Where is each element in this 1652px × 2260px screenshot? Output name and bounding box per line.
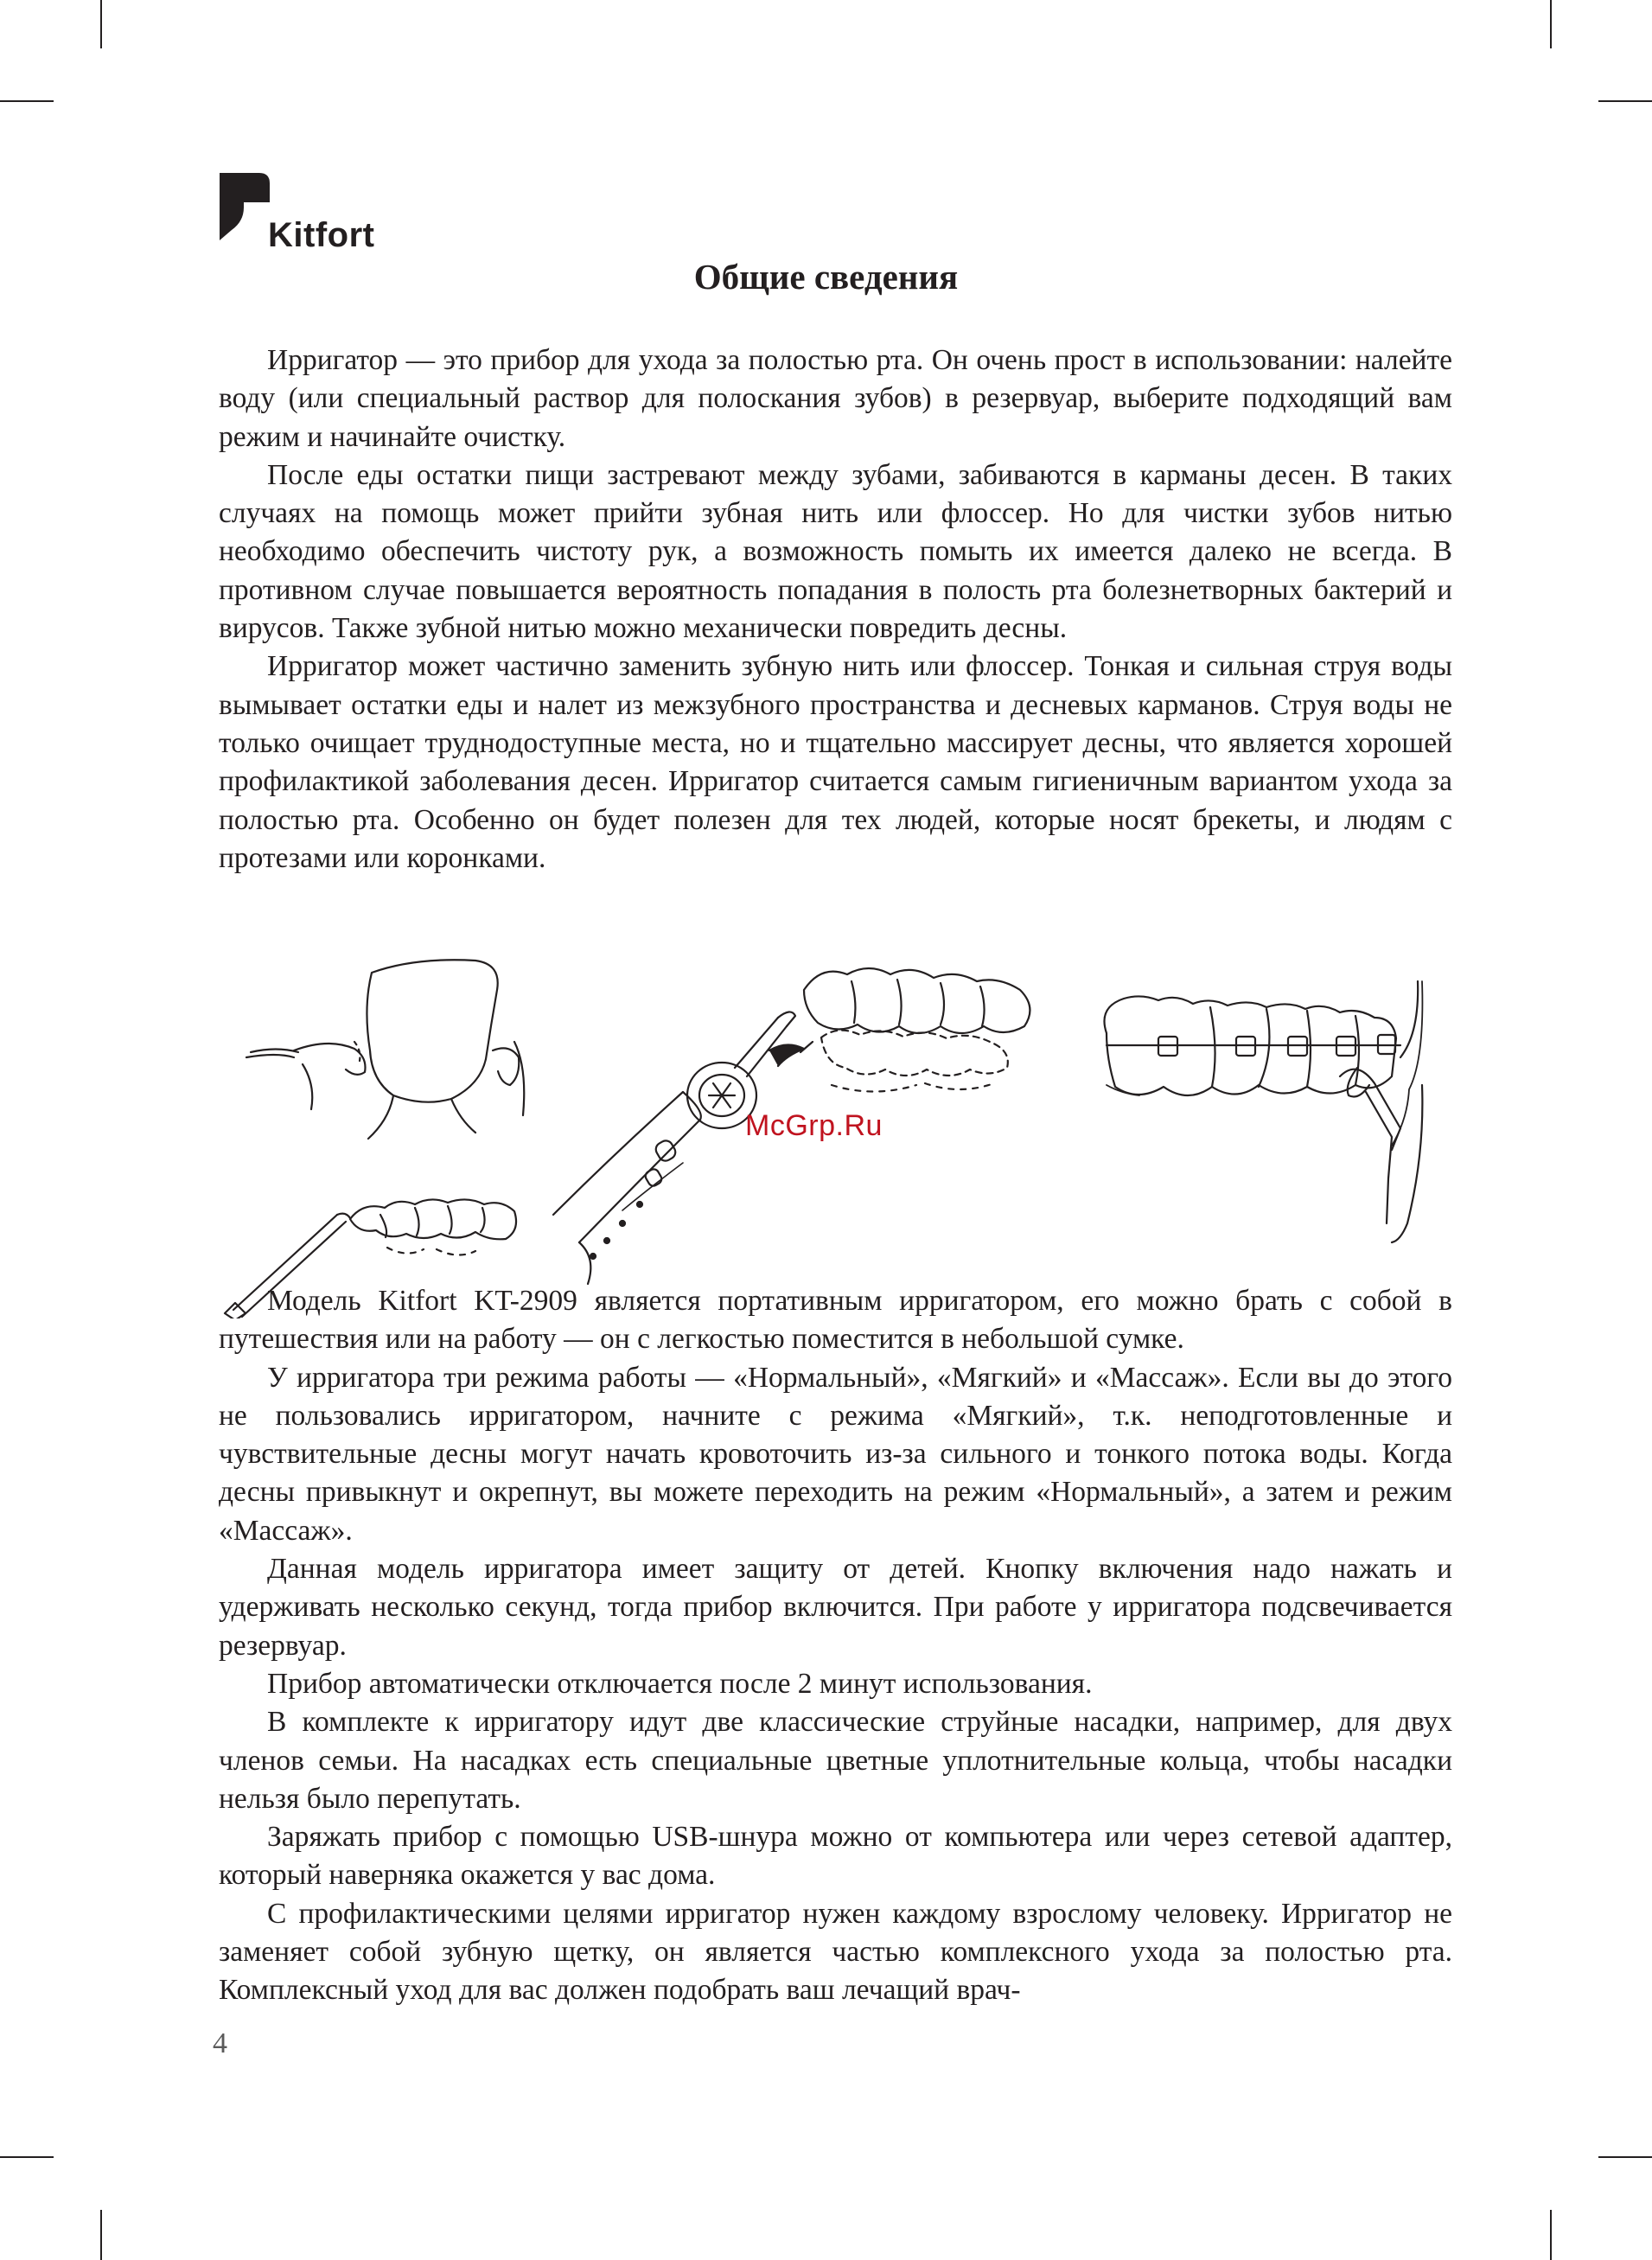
brand-logo [218, 173, 391, 259]
brand-logo-text: Kitfort [268, 216, 375, 254]
paragraph: Данная модель ирригатора имеет защиту от детей. Кнопку включения надо нажать и удерживать несколько секунд, тогда прибор включится. При работе у ирригатора подсвечивается резервуар. [219, 1553, 1452, 1662]
brand-logo-mark [218, 173, 270, 252]
section-title: Общие сведения [693, 257, 959, 297]
crop-mark [100, 0, 102, 48]
watermark: McGrp.Ru [745, 1109, 883, 1142]
paragraph: Ирригатор может частично заменить зубную нить или флоссер. Тонкая и сильная струя воды вымывает остатки еды и налет из межзубного пространства и десневых карманов. Струя воды не только очищает труднодоступные места, но и тщательно массирует десны, что является хорошей профилактикой заболевания десен. Ирригатор считается самым гигиеничным вариантом ухода за полостью рта. Особенно он будет полезен для тех людей, которые носят брекеты, и людям с протезами или коронками. [219, 650, 1452, 874]
paragraph: Заряжать прибор с помощью USB-шнура можно от компьютера или через сетевой адаптер, который наверняка окажется у вас дома. [219, 1821, 1452, 1892]
paragraph: Модель Kitfort KT-2909 является портативным ирригатором, его можно брать с собой в путешествия или на работу — он с легкостью поместится в небольшой сумке. [219, 1285, 1452, 1356]
page-number: 4 [213, 2027, 227, 2059]
braces-illustration [1105, 981, 1423, 1242]
head-illustration [225, 960, 524, 1318]
crop-mark [1598, 2156, 1652, 2158]
paragraph: После еды остатки пищи застревают между зубами, забиваются в карманы десен. В таких случаях на помощь может прийти зубная нить или флоссер. Но для чистки зубов нитью необходимо обеспечить чистоту рук, а возможность помыть их имеется далеко не всегда. В противном случае повышается вероятность попадания в полость рта болезнетворных бактерий и вирусов. Также зубной нитью можно механически повредить десны. [219, 458, 1452, 645]
paragraph: В комплекте к ирригатору идут две классические струйные насадки, например, для двух членов семьи. На насадках есть специальные цветные уплотнительные кольца, чтобы насадки нельзя было перепутать. [219, 1706, 1452, 1815]
crop-mark [0, 100, 54, 102]
crop-mark [1598, 100, 1652, 102]
paragraph: У ирригатора три режима работы — «Нормальный», «Мягкий» и «Массаж». Если вы до этого не пользовались ирригатором, начните с режима «Мягкий», т.к. неподготовленные и чувствительные десны могут начать кровоточить из-за сильного и тонкого потока воды. Когда десны привыкнут и окрепнут, вы можете переходить на режим «Нормальный», а затем и режим «Массаж». [219, 1361, 1452, 1547]
crop-mark [0, 2156, 54, 2158]
paragraph: С профилактическими целями ирригатор нужен каждому взрослому человеку. Ирригатор не заменяет собой зубную щетку, он является частью комплексного ухода за полостью рта. Комплексный уход для вас должен подобрать ваш лечащий врач- [219, 1897, 1452, 2007]
paragraph: Прибор автоматически отключается после 2 минут использования. [267, 1667, 1093, 1700]
crop-mark [1550, 0, 1552, 48]
crop-mark [1550, 2210, 1552, 2260]
paragraph: Ирригатор — это прибор для ухода за полостью рта. Он очень прост в использовании: налейте воду (или специальный раствор для полоскания зубов) в резервуар, выберите подходящий вам режим и начинайте очистку. [219, 344, 1452, 453]
crop-mark [100, 2210, 102, 2260]
intro-text [219, 342, 1452, 878]
body-text [219, 1282, 1452, 2010]
